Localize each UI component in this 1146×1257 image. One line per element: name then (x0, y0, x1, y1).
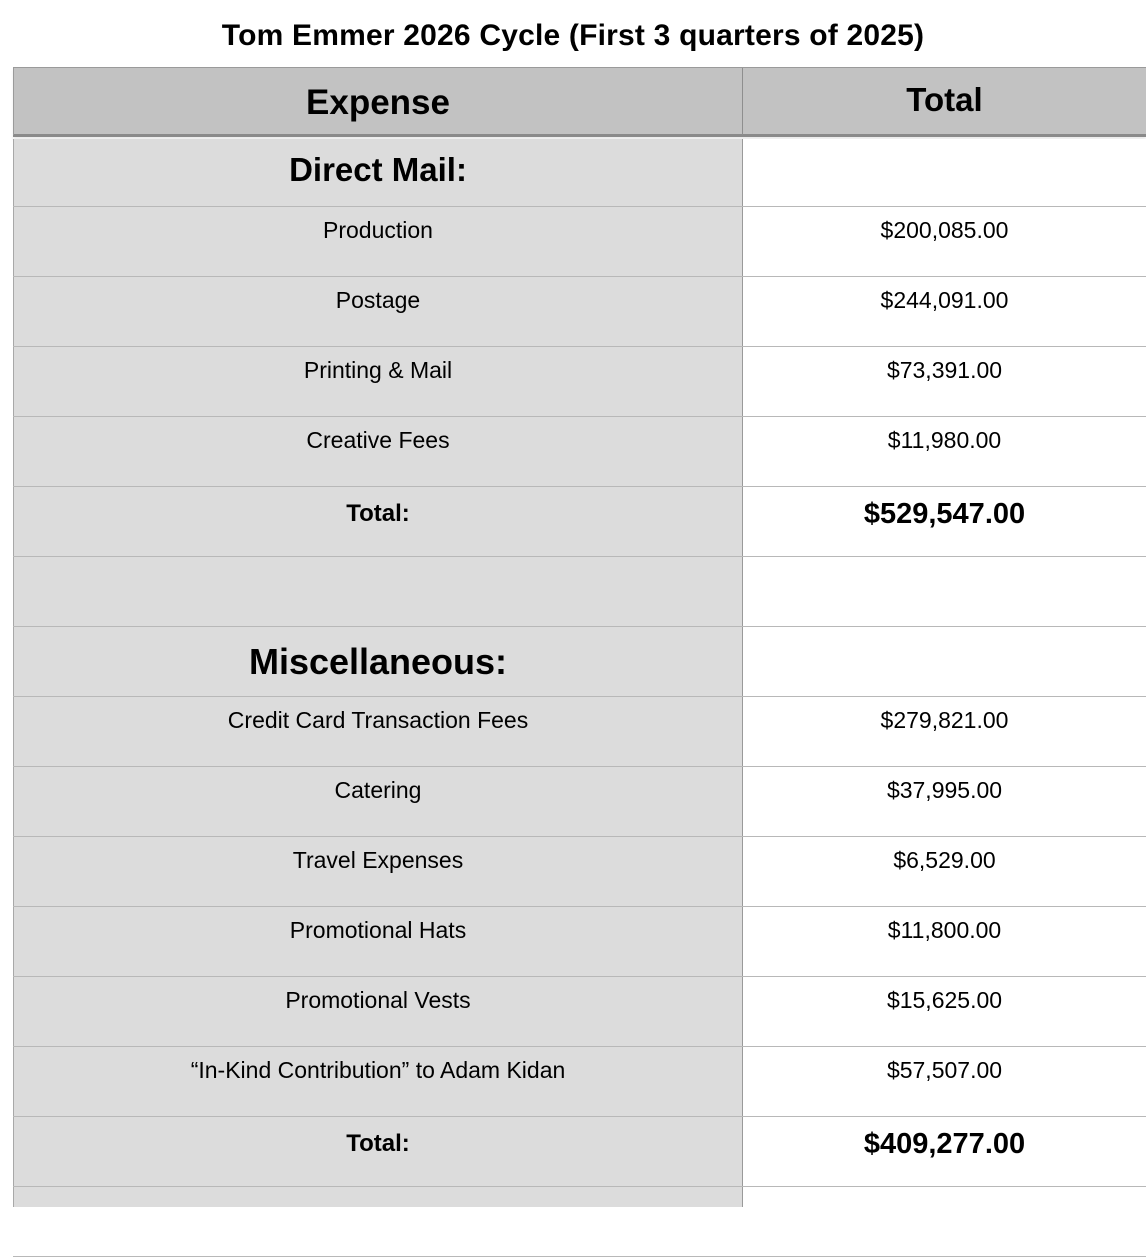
total-amount: $529,547.00 (743, 487, 1146, 556)
expense-label: Promotional Vests (13, 977, 743, 1046)
spacer-row (13, 557, 1146, 627)
expense-label: Catering (13, 767, 743, 836)
empty-cell (743, 557, 1146, 626)
expense-amount: $6,529.00 (743, 837, 1146, 906)
total-label: Total: (13, 1117, 743, 1186)
expense-amount: $279,821.00 (743, 697, 1146, 766)
table-row (13, 1047, 1146, 1117)
expense-amount: $11,980.00 (743, 417, 1146, 486)
empty-cell (743, 1187, 1146, 1207)
expense-label: Travel Expenses (13, 837, 743, 906)
table-row (13, 837, 1146, 907)
empty-cell (743, 627, 1146, 696)
empty-cell (13, 1187, 743, 1207)
table-row (13, 697, 1146, 767)
table-body (13, 139, 1146, 1257)
column-header-total: Total (906, 81, 983, 118)
expense-table (13, 67, 1146, 1200)
expense-label: Creative Fees (13, 417, 743, 486)
section-row-miscellaneous (13, 627, 1146, 697)
table-row (13, 907, 1146, 977)
expense-amount: $11,800.00 (743, 907, 1146, 976)
empty-cell (743, 139, 1146, 206)
expense-amount: $200,085.00 (743, 207, 1146, 276)
empty-cell (13, 557, 743, 626)
total-row-miscellaneous (13, 1117, 1146, 1187)
partial-row (13, 1187, 1146, 1257)
expense-amount: $15,625.00 (743, 977, 1146, 1046)
total-row-direct-mail (13, 487, 1146, 557)
total-label: Total: (13, 487, 743, 556)
expense-label: Promotional Hats (13, 907, 743, 976)
expense-label: Credit Card Transaction Fees (13, 697, 743, 766)
expense-label: “In-Kind Contribution” to Adam Kidan (13, 1047, 743, 1116)
table-row (13, 417, 1146, 487)
table-header-row (13, 67, 1146, 137)
expense-amount: $57,507.00 (743, 1047, 1146, 1116)
table-row (13, 207, 1146, 277)
expense-label: Production (13, 207, 743, 276)
page-title: Tom Emmer 2026 Cycle (First 3 quarters of 2025) (221, 19, 925, 52)
expense-label: Postage (13, 277, 743, 346)
column-header-expense: Expense (13, 68, 743, 135)
table-row (13, 277, 1146, 347)
expense-amount: $244,091.00 (743, 277, 1146, 346)
table-row (13, 767, 1146, 837)
total-amount: $409,277.00 (743, 1117, 1146, 1186)
table-row (13, 347, 1146, 417)
section-row-direct-mail (13, 139, 1146, 207)
expense-amount: $73,391.00 (743, 347, 1146, 416)
section-heading-miscellaneous: Miscellaneous: (13, 627, 743, 696)
expense-label: Printing & Mail (13, 347, 743, 416)
expense-amount: $37,995.00 (743, 767, 1146, 836)
section-heading-direct-mail: Direct Mail: (13, 139, 743, 206)
table-row (13, 977, 1146, 1047)
